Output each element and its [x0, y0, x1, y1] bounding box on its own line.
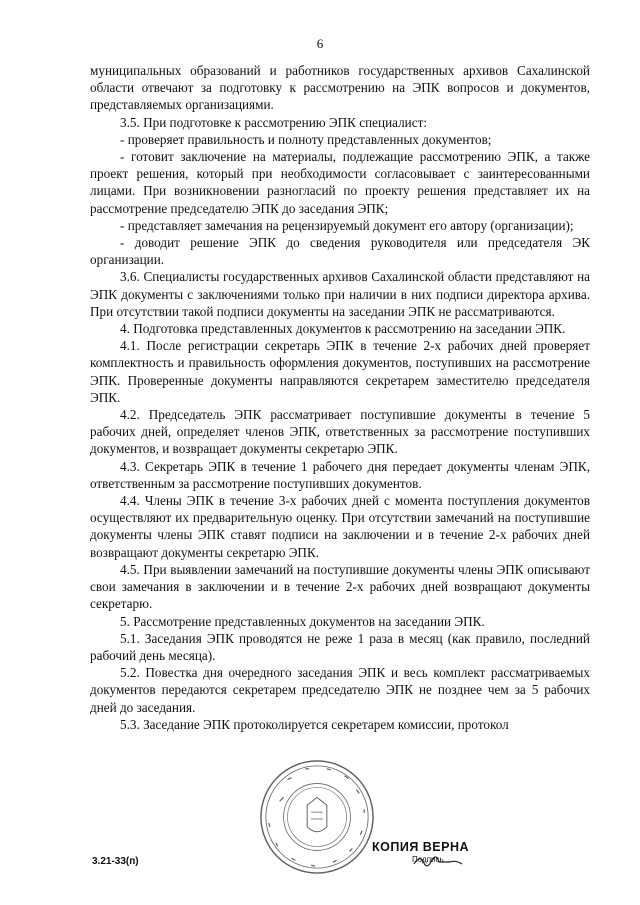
paragraph: 5. Рассмотрение представленных документов на заседании ЭПК.: [120, 613, 485, 629]
paragraph: 5.2. Повестка дня очередного заседания ЭПК и весь комплект рассматриваемых документов передаются секретарем председателю ЭПК не позднее чем за 5 рабочих дней до заседания.: [90, 665, 590, 715]
paragraph: 3.6. Специалисты государственных архивов Сахалинской области представляют на ЭПК документы с заключениями только при наличии в них подписи директора архива. При отсутствии такой подписи документы на заседании ЭПК не рассматриваются.: [90, 269, 590, 319]
paragraph: муниципальных образований и работников государственных архивов Сахалинской области отвечают за подготовку к рассмотрению на ЭПК вопросов и документов, представляемых организациями.: [90, 63, 590, 113]
paragraph: 3.5. При подготовке к рассмотрению ЭПК специалист:: [120, 114, 428, 130]
page-number: 6: [316, 36, 324, 51]
paragraph: 4.3. Секретарь ЭПК в течение 1 рабочего дня передает документы членам ЭПК, ответственным за рассмотрение поступивших документов.: [90, 458, 590, 491]
paragraph: 4.1. После регистрации секретарь ЭПК в течение 2-х рабочих дней проверяет комплектность и правильность оформления документов, поступивших на рассмотрение ЭПК. Проверенные документы направляются секретарем заместителю председателя ЭПК.: [90, 338, 590, 405]
stamp-label: КОПИЯ ВЕРНА: [372, 840, 470, 854]
paragraph: 4.5. При выявлении замечаний на поступившие документы члены ЭПК описывают свои замечания в заключении и в течение 2-х рабочих дней возвращают документы секретарю.: [90, 561, 590, 612]
document-code: 3.21-33(п): [92, 856, 139, 867]
seal-stamp: [258, 758, 376, 876]
paragraph: 4.4. Члены ЭПК в течение 3-х рабочих дней с момента поступления документов осуществляют их предварительную оценку. При отсутствии замечаний на поступившие документы члены ЭПК ставят подписи на заключении и в течение 2-х рабочих дней возвращают документы секретарю ЭПК.: [90, 493, 590, 560]
paragraph: - представляет замечания на рецензируемый документ его автору (организации);: [120, 217, 574, 233]
paragraph: 5.3. Заседание ЭПК протоколируется секретарем комиссии, протокол: [120, 716, 509, 732]
paragraph: 4.2. Председатель ЭПК рассматривает поступившие документы в течение 5 рабочих дней, определяет членов ЭПК, ответственных за рассмотрение поступивших документов, и возвращает документы секретарю ЭПК.: [90, 407, 590, 457]
paragraph: - проверяет правильность и полноту представленных документов;: [120, 131, 492, 147]
document-body: [90, 62, 590, 733]
paragraph: - готовит заключение на материалы, подлежащие рассмотрению ЭПК, а также проект решения, который при необходимости согласовывает с заинтересованными лицами. При возникновении разногласий по проекту решения представляет их на рассмотрение председателю ЭПК до заседания ЭПК;: [90, 149, 590, 216]
handwritten-signature: [410, 850, 466, 872]
paragraph: - доводит решение ЭПК до сведения руководителя или председателя ЭК организации.: [90, 235, 590, 268]
paragraph: 4. Подготовка представленных документов к рассмотрению на заседании ЭПК.: [120, 321, 566, 337]
stamp-signature-label: Подпись: [412, 855, 444, 864]
paragraph: 5.1. Заседания ЭПК проводятся не реже 1 раза в месяц (как правило, последний рабочий день месяца).: [90, 630, 590, 663]
